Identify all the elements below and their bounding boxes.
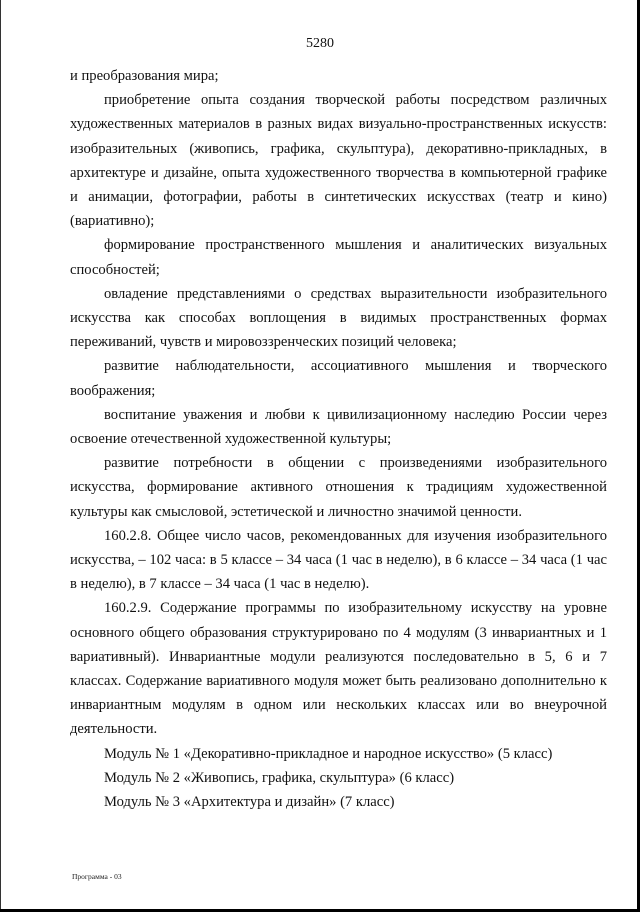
paragraph-heritage: воспитание уважения и любви к цивилизационному наследию России через освоение отечественной художественной культуры; (70, 406, 607, 448)
module-item: Модуль № 2 «Живопись, графика, скульптура» (6 класс) (104, 769, 455, 786)
paragraph-observation: развитие наблюдательности, ассоциативного мышления и творческого воображения; (70, 358, 607, 399)
footer-label: Программа - 03 (72, 872, 122, 881)
module-item: Модуль № 3 «Архитектура и дизайн» (7 класс) (104, 794, 395, 811)
paragraph-experience: приобретение опыта создания творческой работы посредством различных художественных материалов в разных видах визуально-пространственных искусств: изобразительных (живопись, графика, скульптура), декоративно-прикладных, в архитектуре и дизайне, опыта художественного творчества в компьютерной графике и анимации, фотографии, работы в синтетических искусствах (театр и кино) (вариативно); (70, 92, 607, 230)
page-number: 5280 (306, 36, 334, 51)
paragraph-expressive-means: овладение представлениями о средствах выразительности изобразительного искусства как способах воплощения в видимых пространственных формах переживаний, чувств и мировоззренческих позиций человека; (70, 285, 607, 351)
paragraph-spatial-thinking: формирование пространственного мышления и аналитических визуальных способностей; (70, 237, 607, 278)
paragraph-communication: развитие потребности в общении с произведениями изобразительного искусства, формирование активного отношения к традициям художественной культуры как смысловой, эстетической и личностно значимой ценности. (70, 455, 607, 520)
paragraph-structure: 160.2.9. Содержание программы по изобразительному искусству на уровне основного общего образования структурировано по 4 модулям (3 инвариантных и 1 вариативный). Инвариантные модули реализуются последовательно в 5, 6 и 7 классах. Содержание вариативного модуля может быть реализовано дополнительно к инвариантным модулям в одном или нескольких классах или во внеурочной деятельности. (70, 600, 607, 738)
page-edge-left (0, 0, 1, 912)
paragraph-continuation: и преобразования мира; (70, 68, 219, 84)
paragraph-hours: 160.2.8. Общее число часов, рекомендованных для изучения изобразительного искусства, – 102 часа: в 5 классе – 34 часа (1 час в неделю), в 6 классе – 34 часа (1 час в неделю), в 7 классе – 34 часа (1 час в неделю). (70, 527, 607, 593)
document-body (70, 64, 607, 814)
module-item: Модуль № 1 «Декоративно-прикладное и народное искусство» (5 класс) (104, 745, 553, 762)
